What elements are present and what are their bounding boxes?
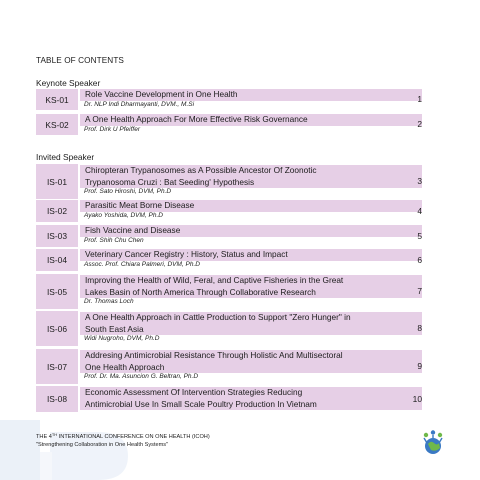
conference-logo-icon [418,428,448,458]
toc-entry[interactable] [36,348,422,384]
toc-entry[interactable] [36,113,422,135]
entry-title-line: A One Health Approach For More Effective Risk Governance [80,114,422,126]
toc-heading: TABLE OF CONTENTS [36,56,124,65]
entry-title-line: Economic Assessment Of Intervention Strategies Reducing [80,387,422,399]
entry-code: IS-05 [36,273,78,309]
toc-entry[interactable] [36,199,422,222]
entry-page-number: 8 [417,323,422,333]
entry-page-number: 1 [417,94,422,104]
footer [36,431,210,449]
entry-author: Prof. Shih Chu Chen [84,237,144,244]
toc-entry[interactable] [36,163,422,199]
entry-title-line: A One Health Approach in Cattle Production to Support "Zero Hunger" in [80,312,422,324]
entry-code: IS-06 [36,310,78,346]
entry-author: Ayako Yoshida, DVM, Ph.D [84,212,163,219]
entry-code: IS-02 [36,199,78,222]
entry-code: KS-02 [36,113,78,135]
entry-author: Prof. Dirk U Pfeiffer [84,125,140,133]
entry-page-number: 10 [412,393,422,404]
entry-title-line: Lakes Basin of North America Through Collaborative Research [80,287,422,299]
entry-title-line: Parasitic Meat Borne Disease [80,200,422,212]
entry-author: Prof. Sato Hiroshi, DVM, Ph.D [84,188,172,196]
entry-title-line: Improving the Health of Wild, Feral, and Captive Fisheries in the Great [80,275,422,287]
entry-code: IS-03 [36,224,78,247]
entry-page-number: 5 [417,230,422,241]
entry-author: Dr. NLP Indi Dharmayanti, DVM., M.Si [84,100,195,108]
entry-title-line: Fish Vaccine and Disease [80,225,422,237]
entry-title-line: Role Vaccine Development in One Health [80,89,422,101]
entry-page-number: 2 [417,119,422,129]
entry-title-line: Addresing Antimicrobial Resistance Through Holistic And Multisectoral [80,350,422,362]
invited-heading: Invited Speaker [36,152,95,162]
entry-author: Dr. Thomas Loch [84,298,134,306]
entry-title-line: One Health Approach [80,362,422,374]
footer-conference-title: THE 4TH INTERNATIONAL CONFERENCE ON ONE HEALTH (ICOH) [36,432,210,440]
entry-code: KS-01 [36,88,78,110]
entry-page-number: 3 [417,176,422,186]
entry-page-number: 9 [417,361,422,371]
toc-entry[interactable] [36,310,422,346]
entry-title-line: Antimicrobial Use In Small Scale Poultry Production In Vietnam [80,399,422,411]
entry-title-line: Chiropteran Trypanosomes as A Possible Ancestor Of Zoonotic [80,165,422,177]
entry-author: Widi Nugroho, DVM, Ph.D [84,335,160,343]
entry-title-line: South East Asia [80,324,422,336]
toc-entry[interactable] [36,224,422,247]
entry-title-line: Trypanosoma Cruzi : Bat Seeding' Hypothesis [80,177,422,189]
entry-page-number: 4 [417,205,422,216]
toc-entry[interactable] [36,385,422,412]
toc-entry[interactable] [36,88,422,110]
entry-code: IS-01 [36,163,78,199]
entry-code: IS-04 [36,248,78,271]
toc-entry[interactable] [36,273,422,309]
toc-entry[interactable] [36,248,422,271]
entry-page-number: 7 [417,286,422,296]
entry-author: Prof. Dr. Ma. Asuncion G. Beltran, Ph.D [84,373,199,381]
footer-theme: "Strengthening Collaboration in One Health Systems" [36,442,169,449]
entry-code: IS-07 [36,348,78,384]
keynote-heading: Keynote Speaker [36,78,101,88]
entry-page-number: 6 [417,254,422,265]
entry-code: IS-08 [36,385,78,412]
entry-author: Assoc. Prof. Chiara Palmeri, DVM, Ph.D [84,261,200,268]
entry-title-line: Veterinary Cancer Registry : History, Status and Impact [80,249,422,261]
